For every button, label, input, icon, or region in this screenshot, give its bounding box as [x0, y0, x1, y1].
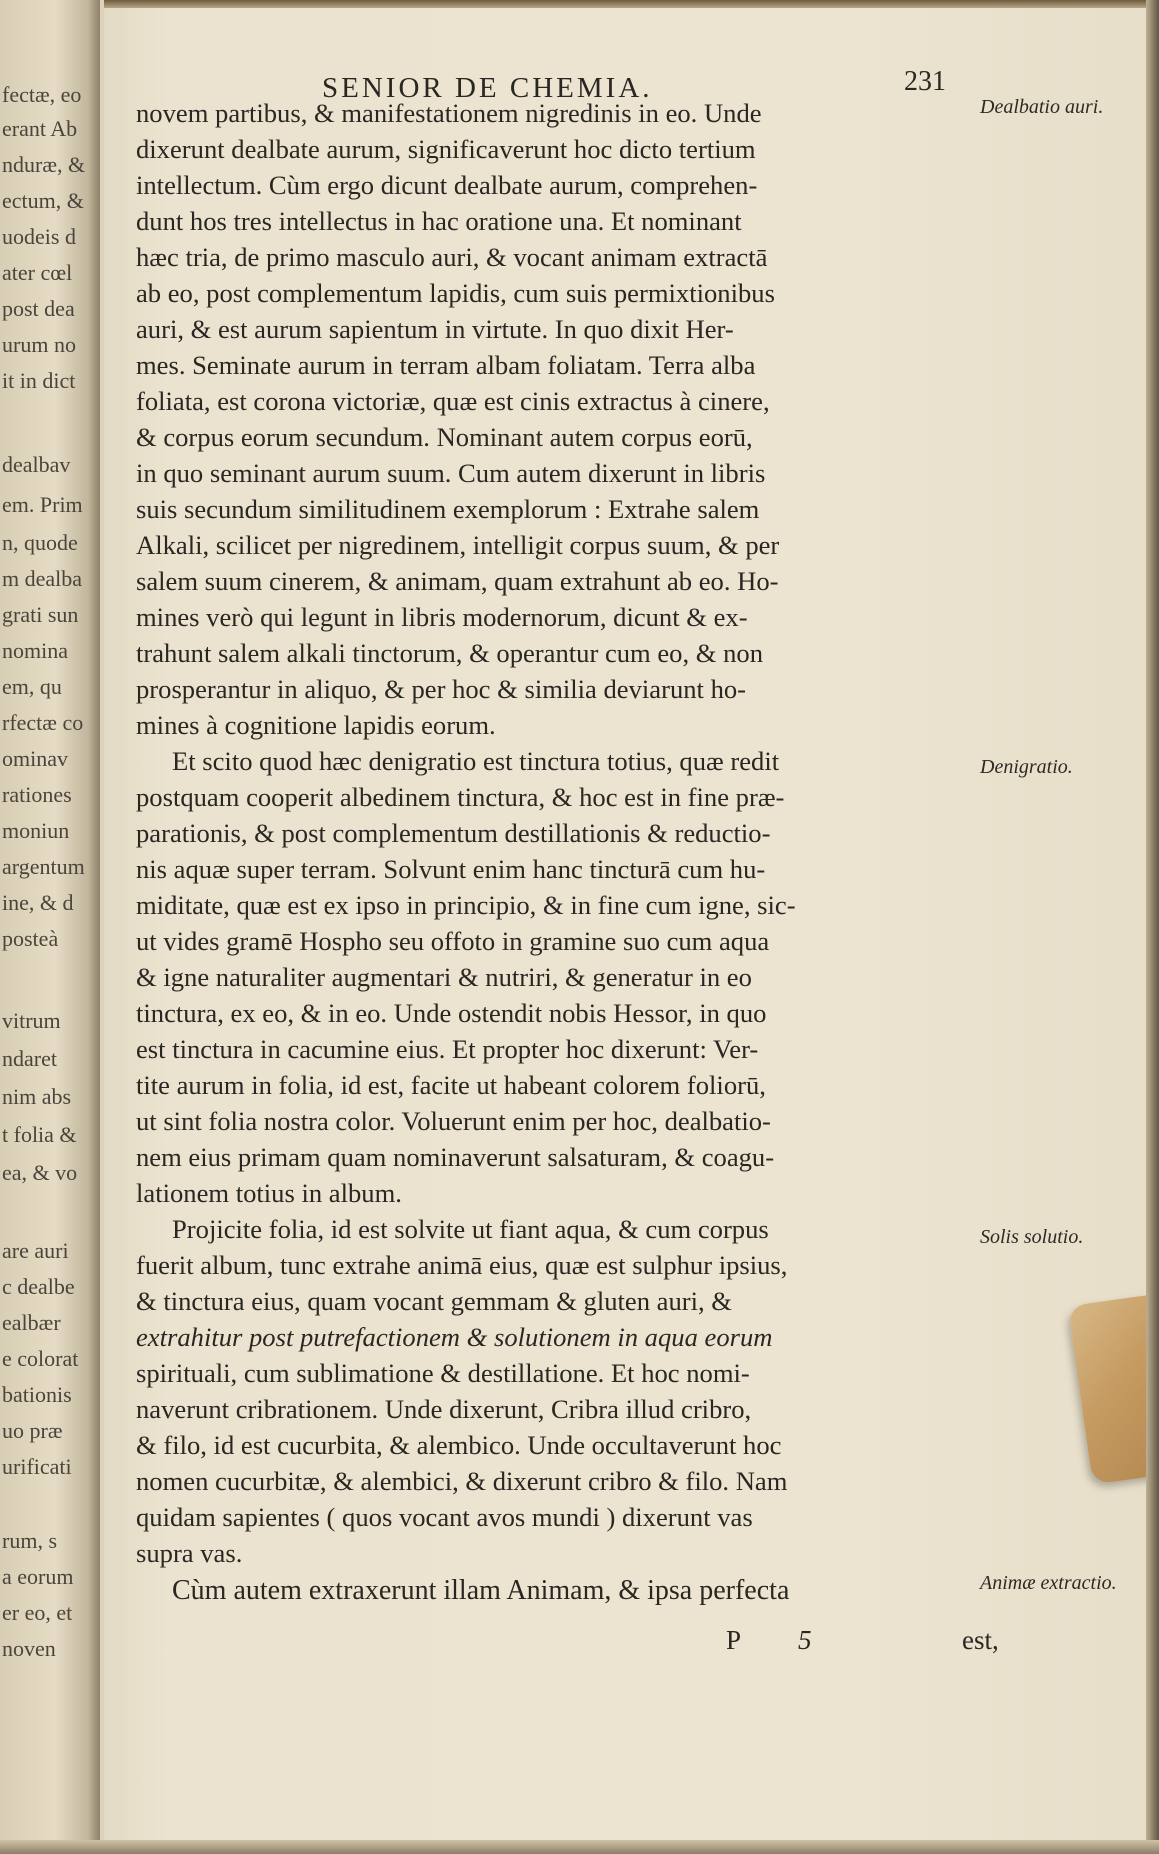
margin-note-dealbatio: Dealbatio auri. [980, 96, 1104, 118]
text-line: lationem totius in album. [136, 1178, 402, 1208]
left-page-line: nduræ, & [2, 152, 86, 177]
text-line: supra vas. [136, 1538, 243, 1568]
left-page-line: ealbær [2, 1310, 61, 1335]
left-page-line: fectæ, eo [2, 82, 82, 107]
text-line: & tinctura eius, quam vocant gemmam & gluten auri, & [136, 1286, 732, 1316]
text-line: ut sint folia nostra color. Voluerunt enim per hoc, dealbatio- [136, 1106, 771, 1136]
left-page-fragment [0, 0, 100, 1854]
text-line: Et scito quod hæc denigratio est tinctura totius, quæ redit [172, 746, 780, 776]
page-top-border [104, 0, 1159, 8]
text-line: nem eius primam quam nominaverunt salsaturam, & coagu- [136, 1142, 775, 1172]
text-line: postquam cooperit albedinem tinctura, & hoc est in fine præ- [136, 782, 785, 812]
text-line: trahunt salem alkali tinctorum, & operantur cum eo, & non [136, 638, 764, 668]
left-page-line: erant Ab [2, 116, 78, 141]
page-right-edge [1146, 0, 1159, 1854]
text-line: salem suum cinerem, & animam, quam extrahunt ab eo. Ho- [136, 566, 779, 596]
left-page-line: are auri [2, 1238, 69, 1263]
margin-note-denigratio: Denigratio. [980, 756, 1073, 778]
left-page-line: vitrum [2, 1008, 61, 1033]
signature-line [136, 1622, 999, 1658]
left-page-line: posteà [2, 926, 59, 951]
text-line: ab eo, post complementum lapidis, cum suis permixtionibus [136, 278, 775, 308]
text-line: prosperantur in aliquo, & per hoc & similia deviarunt ho- [136, 674, 747, 704]
left-page-line: ectum, & [2, 188, 84, 213]
text-line: foliata, est corona victoriæ, quæ est cinis extractus à cinere, [136, 386, 770, 416]
text-line: & igne naturaliter augmentari & nutriri, & generatur in eo [136, 962, 752, 992]
left-page-line: er eo, et [2, 1600, 73, 1625]
page-number: 231 [904, 66, 946, 97]
text-line: intellectum. Cùm ergo dicunt dealbate aurum, comprehen- [136, 170, 758, 200]
left-page-line: c dealbe [2, 1274, 75, 1299]
body-text [136, 95, 966, 1611]
text-line: spirituali, cum sublimatione & destillatione. Et hoc nomi- [136, 1358, 750, 1388]
left-page-line: ea, & vo [2, 1160, 78, 1185]
left-page-line: uodeis d [2, 224, 76, 249]
text-line: ut vides gramē Hospho seu offoto in gramine suo cum aqua [136, 926, 770, 956]
text-line: est tinctura in cacumine eius. Et propter hoc dixerunt: Ver- [136, 1034, 759, 1064]
left-page-line: m dealba [2, 566, 83, 591]
left-page-line: bationis [2, 1382, 72, 1407]
text-line: dixerunt dealbate aurum, significaverunt hoc dicto tertium [136, 134, 756, 164]
left-page-line: ater cœl [2, 260, 73, 285]
text-line: auri, & est aurum sapientum in virtute. In quo dixit Her- [136, 314, 734, 344]
margin-note-extractio: Animæ extractio. [980, 1572, 1117, 1594]
text-line: Projicite folia, id est solvite ut fiant aqua, & cum corpus [172, 1214, 769, 1244]
text-line: nomen cucurbitæ, & alembici, & dixerunt cribro & filo. Nam [136, 1466, 788, 1496]
left-page-line: post dea [2, 296, 75, 321]
left-page-line: e colorat [2, 1346, 79, 1371]
text-line: hæc tria, de primo masculo auri, & vocant animam extractā [136, 242, 768, 272]
left-page-line: a eorum [2, 1564, 74, 1589]
left-page-line: em. Prim [2, 492, 83, 517]
text-line: miditate, quæ est ex ipso in principio, & in fine cum igne, sic- [136, 890, 796, 920]
running-head: SENIOR DE CHEMIA. [322, 72, 653, 104]
text-line: tite aurum in folia, id est, facite ut habeant colorem foliorū, [136, 1070, 766, 1100]
left-page-line: rum, s [2, 1528, 57, 1553]
text-line: in quo seminant aurum suum. Cum autem dixerunt in libris [136, 458, 766, 488]
left-page-line: rfectæ co [2, 710, 84, 735]
signature-mark-2: 5 [798, 1625, 812, 1655]
left-page-line: ominav [2, 746, 68, 771]
text-line: Alkali, scilicet per nigredinem, intelligit corpus suum, & per [136, 530, 780, 560]
left-page-line: grati sun [2, 602, 79, 627]
left-page-line: nomina [2, 638, 68, 663]
text-line: & filo, id est cucurbita, & alembico. Unde occultaverunt hoc [136, 1430, 782, 1460]
text-line: suis secundum similitudinem exemplorum : Extrahe salem [136, 494, 760, 524]
book-page [104, 0, 1159, 1854]
catchword: est, [962, 1625, 999, 1655]
left-page-line: dealbav [2, 452, 71, 477]
left-page-line: moniun [2, 818, 70, 843]
text-line: dunt hos tres intellectus in hac oratione una. Et nominant [136, 206, 742, 236]
text-line: fuerit album, tunc extrahe animā eius, quæ est sulphur ipsius, [136, 1250, 788, 1280]
left-page-line: urum no [2, 332, 76, 357]
text-line: naverunt cribrationem. Unde dixerunt, Cribra illud cribro, [136, 1394, 752, 1424]
text-line: quidam sapientes ( quos vocant avos mundi ) dixerunt vas [136, 1502, 753, 1532]
text-line: mes. Seminate aurum in terram albam foliatam. Terra alba [136, 350, 756, 380]
left-page-line: em, qu [2, 674, 62, 699]
text-line: & corpus eorum secundum. Nominant autem corpus eorū, [136, 422, 753, 452]
text-line: Cùm autem extraxerunt illam Animam, & ipsa perfecta [172, 1575, 790, 1606]
text-line: tinctura, ex eo, & in eo. Unde ostendit nobis Hessor, in quo [136, 998, 767, 1028]
text-line: mines à cognitione lapidis eorum. [136, 710, 496, 740]
margin-note-solutio: Solis solutio. [980, 1226, 1084, 1248]
left-page-line: rationes [2, 782, 72, 807]
left-page-line: t folia & [2, 1122, 77, 1147]
left-page-line: it in dict [2, 368, 76, 393]
left-page-line: ndaret [2, 1046, 57, 1071]
left-page-line: noven [2, 1636, 56, 1661]
left-page-line: urificati [2, 1454, 72, 1479]
text-line: novem partibus, & manifestationem nigredinis in eo. Unde [136, 98, 762, 128]
page-bottom-edge [0, 1840, 1159, 1854]
left-page-line: argentum [2, 854, 85, 879]
text-line: mines verò qui legunt in libris modernorum, dicunt & ex- [136, 602, 748, 632]
signature-mark: P [726, 1625, 742, 1655]
text-line: parationis, & post complementum destillationis & reductio- [136, 818, 771, 848]
left-page-line: n, quode [2, 530, 78, 555]
left-page-line: ine, & d [2, 890, 74, 915]
text-line: extrahitur post putrefactionem & solutionem in aqua eorum [136, 1322, 773, 1352]
left-page-line: nim abs [2, 1084, 72, 1109]
left-page-line: uo præ [2, 1418, 63, 1443]
text-line: nis aquæ super terram. Solvunt enim hanc tincturā cum hu- [136, 854, 766, 884]
